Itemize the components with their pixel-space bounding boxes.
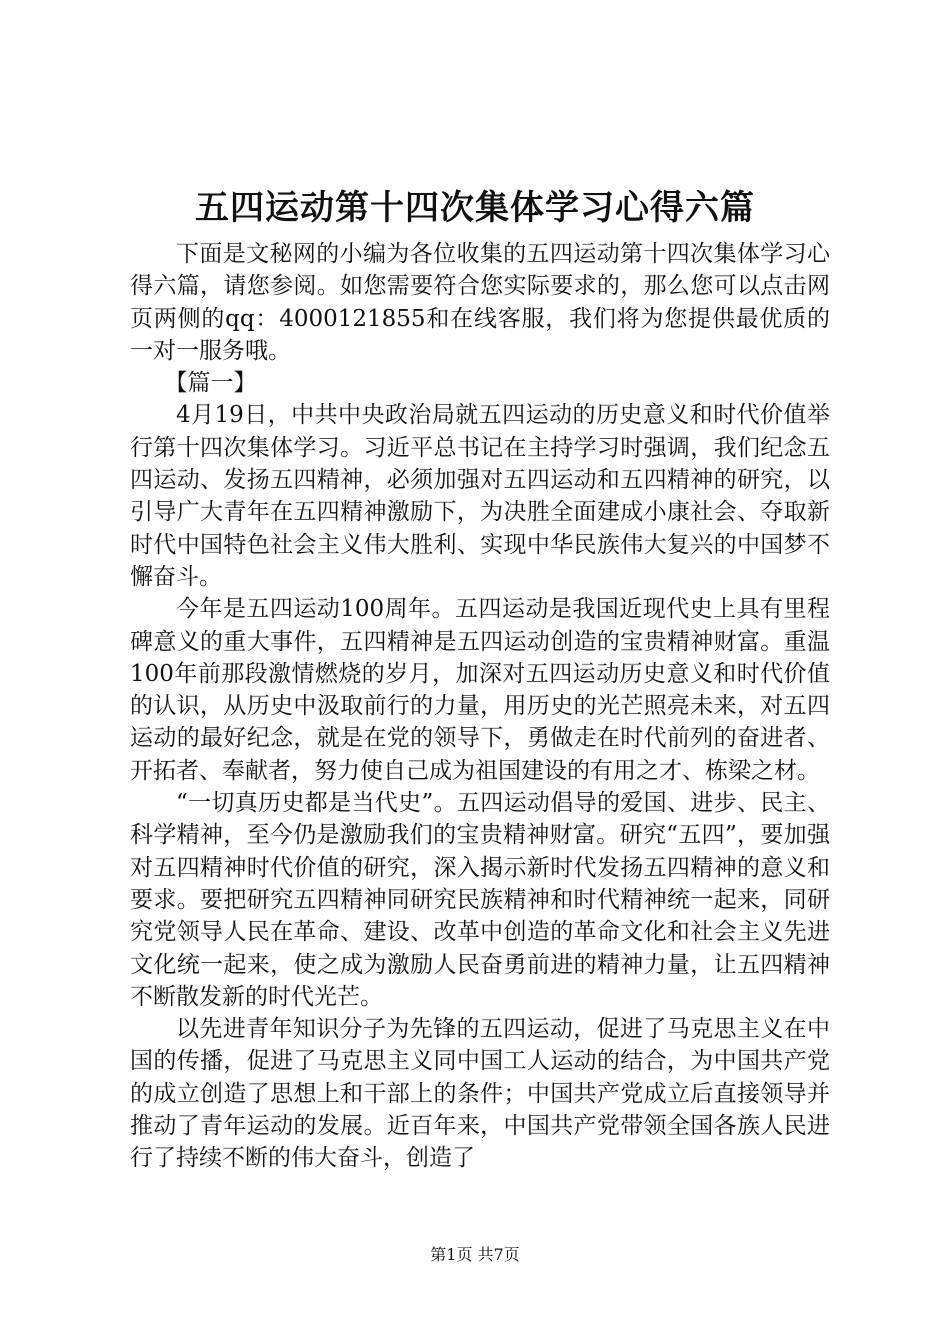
body-paragraph: 今年是五四运动100周年。五四运动是我国近现代史上具有里程碑意义的重大事件，五四精神是五四运动创造的宝贵精神财富。重温100年前那段激情燃烧的岁月，加深对五四运动历史意义和时代价值的认识，从历史中汲取前行的力量，用历史的光芒照亮未来，对五四运动的最好纪念，就是在党的领导下，勇做走在时代前列的奋进者、开拓者、奉献者，努力使自己成为祖国建设的有用之才、栋梁之材。 bbox=[130, 596, 830, 784]
intro-paragraph: 下面是文秘网的小编为各位收集的五四运动第十四次集体学习心得六篇，请您参阅。如您需要符合您实际要求的，那么您可以点击网页两侧的qq：4000121855和在线客服，我们将为您提供最优质的一对一服务哦。 bbox=[130, 241, 830, 364]
section-heading: 【篇一】 bbox=[164, 370, 257, 397]
body-paragraph: “一切真历史都是当代史”。五四运动倡导的爱国、进步、民主、科学精神，至今仍是激励我们的宝贵精神财富。研究“五四”，要加强对五四精神时代价值的研究，深入揭示新时代发扬五四精神的意义和要求。要把研究五四精神同研究民族精神和时代精神统一起来，同研究党领导人民在革命、建设、改革中创造的革命文化和社会主义先进文化统一起来，使之成为激励人民奋勇前进的精神力量，让五四精神不断散发新的时代光芒。 bbox=[130, 790, 830, 1010]
page-footer: 第1页 共7页 bbox=[430, 1245, 520, 1264]
body-paragraph: 4月19日，中共中央政治局就五四运动的历史意义和时代价值举行第十四次集体学习。习近平总书记在主持学习时强调，我们纪念五四运动、发扬五四精神，必须加强对五四运动和五四精神的研究，以引导广大青年在五四精神激励下，为决胜全面建成小康社会、夺取新时代中国特色社会主义伟大胜利、实现中华民族伟大复兴的中国梦不懈奋斗。 bbox=[130, 402, 830, 590]
document-body bbox=[130, 238, 830, 1175]
document-title: 五四运动第十四次集体学习心得六篇 bbox=[195, 188, 755, 228]
body-paragraph: 以先进青年知识分子为先锋的五四运动，促进了马克思主义在中国的传播，促进了马克思主义同中国工人运动的结合，为中国共产党的成立创造了思想上和干部上的条件；中国共产党成立后直接领导并推动了青年运动的发展。近百年来，中国共产党带领全国各族人民进行了持续不断的伟大奋斗，创造了 bbox=[130, 1016, 830, 1172]
